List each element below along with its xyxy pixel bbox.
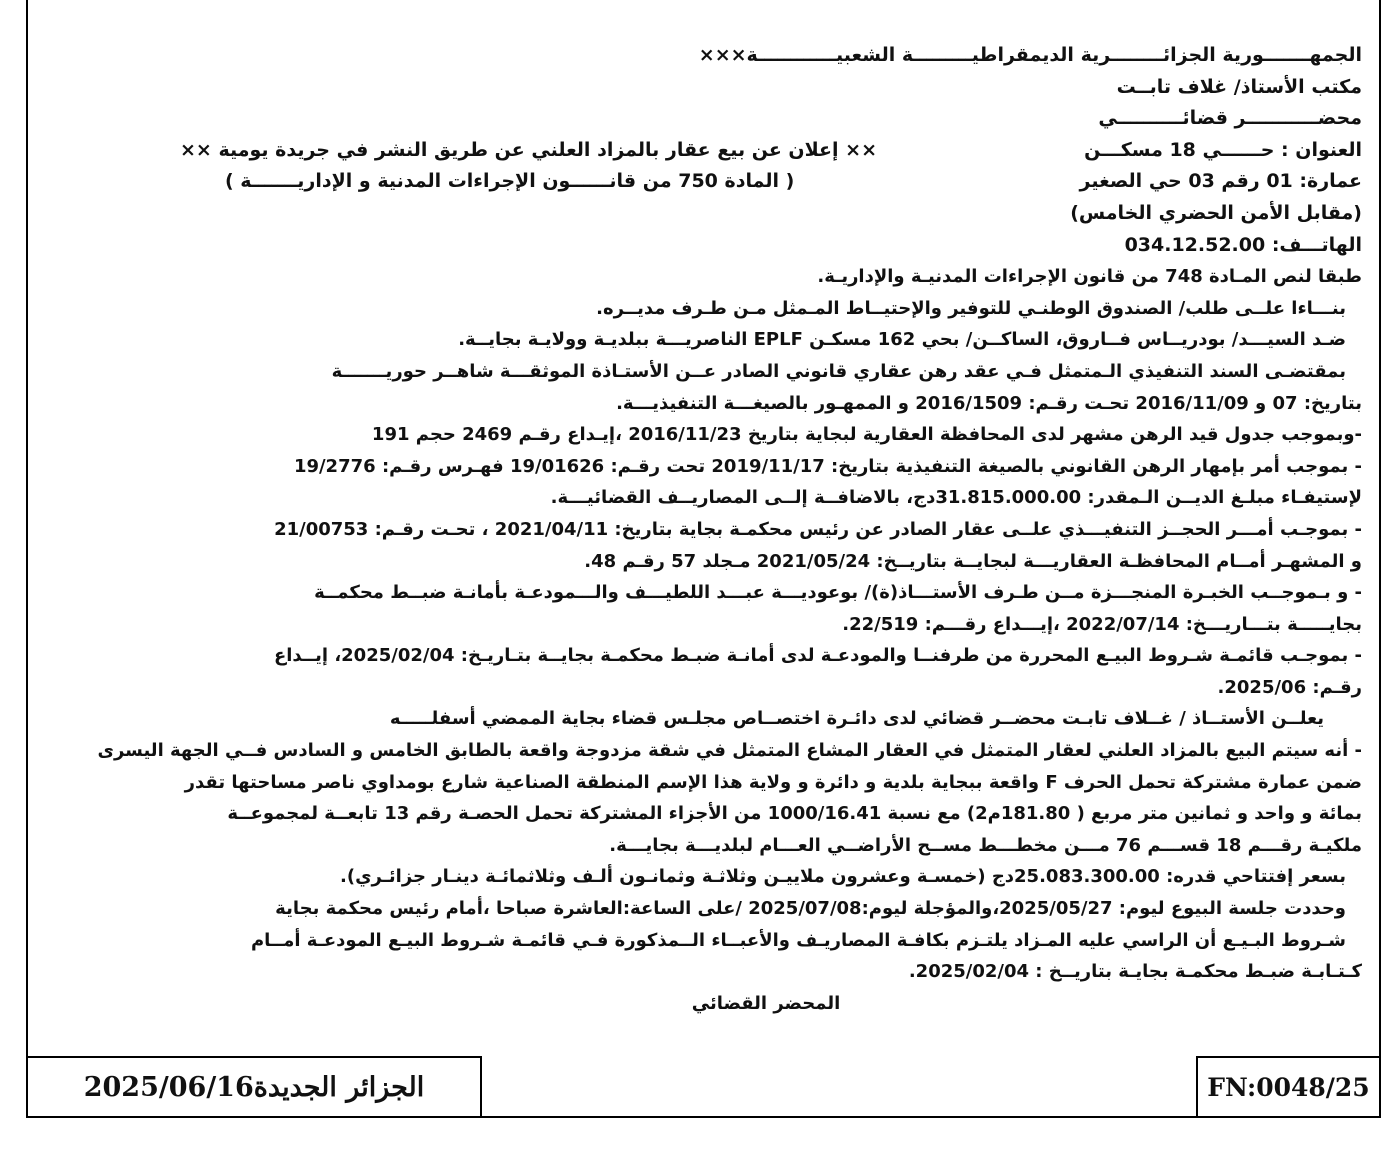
body-line: رقـم: 2025/06. (1217, 676, 1362, 698)
body-line: بمقتضـى السند التنفيذي الـمتمثل فـي عقد رهن عقاري قانوني الصادر عــن الأستـاذة الموثقـــة شاهــر حوريـــــــة (331, 360, 1346, 382)
body-line: - بموجـب أمـــر الحجــز التنفيـــذي علــى عقار الصادر عن رئيس محكمـة بجاية بتاريخ: 2021/04/11 ، تحـت رقـم: 21/00753 (274, 518, 1362, 540)
republic-heading: الجمهـــــــورية الجزائــــــــرية الديمقراطيـــــــــة الشعبيــــــــــــة××× (698, 44, 1362, 66)
body-line: ضـد السيـــد/ بودريــاس فــاروق، الساكــن/ بحي 162 مسكـن EPLF الناصريـــة ببلديـة وولايـة بجايــة. (458, 329, 1346, 351)
bailiff-title: محضـــــــــــر قضائــــــــــي (1098, 107, 1362, 130)
body-line: - و بـموجــب الخبـرة المنجـــزة مــن طـرف الأستـــاذ(ة)/ بوعوديـــة عبـــد اللطيـــف والـــمودعـة بأمانـة ضبــط محكمــة (314, 582, 1362, 604)
body-line: - بموجـب قائمـة شـروط البيـع المحررة من طرفنــا والمودعـة لدى أمانـة ضبـط محكمـة بجايــة بتـاريـخ: 2025/02/04، إيــداع (273, 645, 1362, 667)
body-line: بتاريخ: 07 و 2016/11/09 تحـت رقـم: 2016/1509 و الممهـور بالصيغـــة التنفيذيـــة. (616, 392, 1362, 414)
body-line: -وبموجب جدول قيد الرهن مشهر لدى المحافظة العقارية لبجاية بتاريخ 2016/11/23 ،إيـداع رقـم 2469 حجم 191 (371, 424, 1362, 446)
building-address: عمارة: 01 رقم 03 حي الصغير (1079, 170, 1362, 193)
announcement-title: ×× إعلان عن بيع عقار بالمزاد العلني عن طريق النشر في جريدة يومية ×× (180, 138, 878, 161)
body-line: ضمن عمارة مشتركة تحمل الحرف F واقعة ببجاية بلدية و دائرة و ولاية هذا الإسم المنطقة الصناعية شارع بومداوي ناصر مساحتها تقدر (184, 771, 1362, 793)
body-line: - أنه سيتم البيع بالمزاد العلني لعقار المتمثل في العقار المشاع المتمثل في شقة مزدوجة واقعة بالطابق الخامس و السادس فــي الجهة اليسرى (97, 740, 1362, 762)
body-line: لإستيفـاء مبلـغ الديــن الـمقدر: 31.815.000.00دج، بالاضافــة إلــى المصاريــف القضائيـــة. (550, 487, 1362, 509)
newspaper-date-box (26, 1056, 482, 1118)
notice-content (60, 40, 1362, 1019)
body-line: شـروط البـيـع أن الراسي عليه المـزاد يلتـزم بكافـة المصاريـف والأعبــاء الــمذكورة فـي قائمـة شـروط البيـع المودعـة أمــام (250, 929, 1346, 951)
body-line: بنـــاءا علــى طلب/ الصندوق الوطنـي للتوفير والإحتيــاط المـمثل مـن طـرف مديــره. (596, 297, 1346, 319)
body-line: - بموجب أمر بإمهار الرهن القانوني بالصيغة التنفيذية بتاريخ: 2019/11/17 تحت رقـم: 19/01626 فهـرس رقـم: 19/2776 (293, 455, 1362, 477)
article-reference: ( المادة 750 من قانــــــون الإجراءات المدنية و الإداريـــــــة ) (225, 170, 795, 193)
body-line: يعلــن الأستــاذ / غــلاف تابـت محضــر قضائي لدى دائـرة اختصــاص مجلـس قضاء بجاية الممضي أسفلـــــه (389, 708, 1324, 730)
body-line: بجايـــــة بتـــاريـــخ: 2022/07/14 ،إيـــداع رقـــم: 22/519. (842, 613, 1362, 635)
landmark: (مقابل الأمن الحضري الخامس) (1070, 201, 1362, 224)
office-name: مكتب الأستاذ/ غلاف تابــت (1116, 75, 1362, 98)
signature: المحضر القضائي (691, 992, 841, 1014)
file-number: FN:0048/25 (1207, 1072, 1370, 1102)
body-line: ملكيـة رقـــم 18 قســـم 76 مـــن مخطـــط مســح الأراضــي العـــام لبلديـــة بجايـــة. (609, 834, 1362, 856)
body-line: بسعر إفتتاحي قدره: 25.083.300.00دج (خمسـة وعشرون ملاييـن وثلاثـة وثمانـون ألـف وثلاثمائـة دينـار جزائـري). (340, 866, 1346, 888)
body-line: طبقا لنص المـادة 748 من قانون الإجراءات المدنيـة والإداريـة. (817, 266, 1362, 288)
body-line: وحددت جلسة البيوع ليوم: 2025/05/27،والمؤجلة ليوم:2025/07/08 /على الساعة:العاشرة صباحا ،أمام رئيس محكمة بجاية (275, 898, 1346, 920)
body-line: و المشهـر أمــام المحافظـة العقاريـــة لبجايــة بتاريــخ: 2021/05/24 مـجلد 57 رقـم 48. (584, 550, 1362, 572)
newspaper-date: الجزائر الجديدة2025/06/16 (83, 1071, 425, 1103)
address-label: العنوان : حــــــي 18 مسكـــن (1084, 138, 1362, 161)
body-line: بمائة و واحد و ثمانين متر مربع ( 181.80م2) مع نسبة 1000/16.41 من الأجزاء المشتركة تحمل الحصـة رقم 13 تابعــة لمجموعــة (227, 803, 1362, 825)
body-line: كـتـابـة ضبـط محكمـة بجايـة بتاريــخ : 2025/02/04. (908, 961, 1362, 983)
phone-number: الهاتـــف: 034.12.52.00 (1124, 233, 1362, 256)
file-number-box (1196, 1056, 1381, 1118)
building-row (60, 166, 1362, 198)
address-row (60, 135, 1362, 167)
